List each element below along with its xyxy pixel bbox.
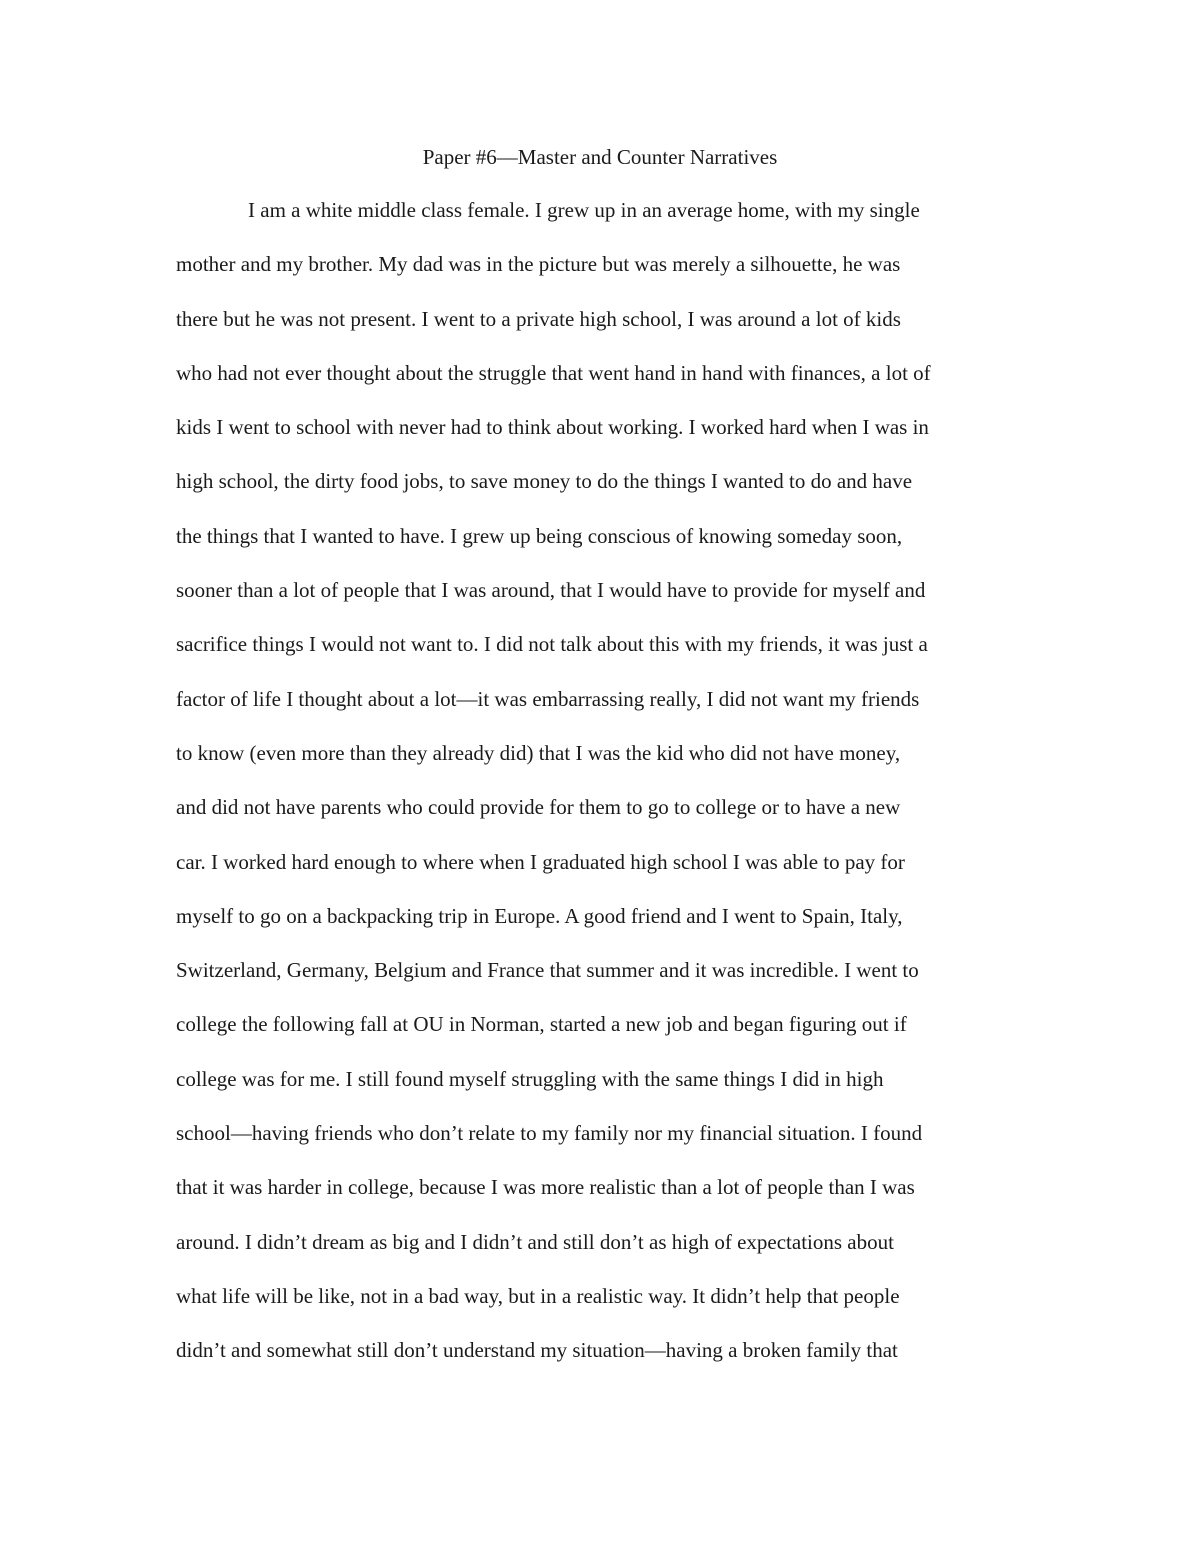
text-line: sacrifice things I would not want to. I did not talk about this with my friends, it was just a (176, 632, 928, 657)
text-line: there but he was not present. I went to a private high school, I was around a lot of kids (176, 306, 901, 331)
text-line: the things that I wanted to have. I grew up being conscious of knowing someday soon, (176, 523, 903, 548)
text-line: to know (even more than they already did) that I was the kid who did not have money, (176, 740, 901, 765)
text-line: school—having friends who don’t relate to my family nor my financial situation. I found (176, 1121, 923, 1146)
text-line: didn’t and somewhat still don’t understand my situation—having a broken family that (176, 1338, 898, 1363)
text-line: Switzerland, Germany, Belgium and France that summer and it was incredible. I went to (176, 958, 919, 983)
text-line: college the following fall at OU in Norman, started a new job and began figuring out if (176, 1012, 907, 1037)
text-line: college was for me. I still found myself struggling with the same things I did in high (176, 1066, 884, 1091)
text-line: kids I went to school with never had to think about working. I worked hard when I was in (176, 415, 929, 440)
text-line: that it was harder in college, because I was more realistic than a lot of people than I was (176, 1175, 915, 1200)
text-line: what life will be like, not in a bad way, but in a realistic way. It didn’t help that people (176, 1283, 900, 1308)
text-line: mother and my brother. My dad was in the picture but was merely a silhouette, he was (176, 252, 901, 277)
page-title: Paper #6—Master and Counter Narratives (422, 145, 778, 169)
body-paragraph (176, 194, 1036, 1389)
text-line: factor of life I thought about a lot—it was embarrassing really, I did not want my friends (176, 686, 920, 711)
text-line: and did not have parents who could provide for them to go to college or to have a new (176, 795, 901, 820)
text-line: sooner than a lot of people that I was around, that I would have to provide for myself and (176, 578, 926, 603)
text-line: myself to go on a backpacking trip in Europe. A good friend and I went to Spain, Italy, (176, 903, 903, 928)
text-line: car. I worked hard enough to where when I graduated high school I was able to pay for (176, 849, 905, 874)
text-line: who had not ever thought about the struggle that went hand in hand with finances, a lot of (176, 360, 931, 385)
text-line: high school, the dirty food jobs, to save money to do the things I wanted to do and have (176, 469, 913, 494)
text-line: around. I didn’t dream as big and I didn’t and still don’t as high of expectations about (176, 1229, 894, 1254)
text-line: I am a white middle class female. I grew up in an average home, with my single (248, 198, 920, 222)
